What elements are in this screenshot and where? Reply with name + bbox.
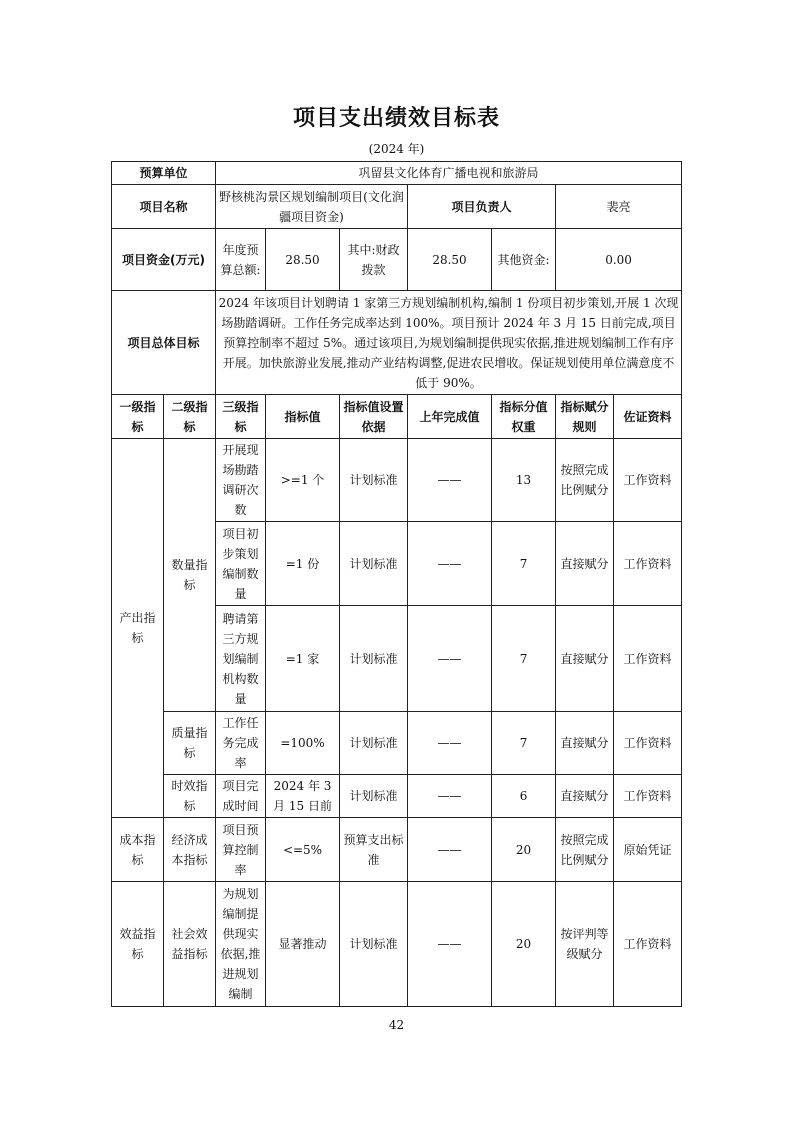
project-name-label: 项目名称	[112, 185, 216, 229]
project-name-value: 野核桃沟景区规划编制项目(文化润疆项目资金)	[216, 185, 408, 229]
indicator-value: =100%	[266, 712, 340, 775]
table-row	[112, 882, 682, 1007]
level2-quantity-cell: 数量指标	[164, 439, 216, 712]
column-header-row	[112, 395, 682, 439]
fiscal-allocation-label: 其中:财政拨款	[340, 229, 408, 291]
level3-indicator: 项目预算控制率	[216, 818, 266, 882]
previous-value: ——	[408, 606, 492, 712]
overall-goal-text: 2024 年该项目计划聘请 1 家第三方规划编制机构,编制 1 份项目初步策划,开展 1 次现场勘踏调研。工作任务完成率达到 100%。项目预计 2024 年 3 月 15 日前完成,项目预算控制率不超过 5%。通过该项目,为规划编制提供现实依据,推进规划编制工作有序开展。加快旅游业发展,推动产业结构调整,促进农民增收。保证规划使用单位满意度不低于 90%。	[216, 291, 682, 395]
evidence: 原始凭证	[614, 818, 682, 882]
indicator-weight: 7	[492, 606, 556, 712]
level2-economic-cost-cell: 经济成本指标	[164, 818, 216, 882]
page-number: 42	[388, 1018, 405, 1032]
scoring-rule: 按照完成比例赋分	[556, 439, 614, 522]
level2-social-benefit-cell: 社会效益指标	[164, 882, 216, 1007]
indicator-value: =1 份	[266, 522, 340, 606]
year-label: (2024 年)	[368, 142, 425, 156]
column-header: 指标值设置依据	[340, 395, 408, 439]
column-header: 上年完成值	[408, 395, 492, 439]
level2-timeliness-cell: 时效指标	[164, 775, 216, 818]
level3-indicator: 为规划编制提供现实依据,推进规划编制	[216, 882, 266, 1007]
indicator-value: =1 家	[266, 606, 340, 712]
indicator-basis: 计划标准	[340, 606, 408, 712]
indicator-value: 2024 年 3 月 15 日前	[266, 775, 340, 818]
previous-value: ——	[408, 818, 492, 882]
budget-unit-value: 巩留县文化体育广播电视和旅游局	[216, 162, 682, 185]
indicator-weight: 7	[492, 522, 556, 606]
previous-value: ——	[408, 439, 492, 522]
previous-value: ——	[408, 882, 492, 1007]
indicator-basis: 预算支出标准	[340, 818, 408, 882]
level3-indicator: 项目初步策划编制数量	[216, 522, 266, 606]
budget-unit-label: 预算单位	[112, 162, 216, 185]
fiscal-allocation-value: 28.50	[408, 229, 492, 291]
level3-indicator: 开展现场勘踏调研次数	[216, 439, 266, 522]
indicator-value: 显著推动	[266, 882, 340, 1007]
overall-goal-label: 项目总体目标	[112, 291, 216, 395]
column-header: 指标分值权重	[492, 395, 556, 439]
indicator-weight: 7	[492, 712, 556, 775]
project-name-row	[112, 185, 682, 229]
evidence: 工作资料	[614, 606, 682, 712]
level1-output-cell: 产出指标	[112, 439, 164, 818]
indicator-weight: 20	[492, 882, 556, 1007]
indicator-basis: 计划标准	[340, 439, 408, 522]
page-title: 项目支出绩效目标表	[292, 106, 500, 131]
level3-indicator: 工作任务完成率	[216, 712, 266, 775]
project-funds-label: 项目资金(万元)	[112, 229, 216, 291]
other-funds-label: 其他资金:	[492, 229, 556, 291]
indicator-weight: 20	[492, 818, 556, 882]
indicator-basis: 计划标准	[340, 712, 408, 775]
project-funds-row	[112, 229, 682, 291]
indicator-weight: 13	[492, 439, 556, 522]
table-row	[112, 775, 682, 818]
evidence: 工作资料	[614, 522, 682, 606]
performance-table	[111, 161, 682, 1007]
level3-indicator: 项目完成时间	[216, 775, 266, 818]
scoring-rule: 按评判等级赋分	[556, 882, 614, 1007]
evidence: 工作资料	[614, 439, 682, 522]
annual-budget-label: 年度预算总额:	[216, 229, 266, 291]
previous-value: ——	[408, 522, 492, 606]
indicator-value: >=1 个	[266, 439, 340, 522]
overall-goal-row	[112, 291, 682, 395]
column-header: 指标赋分规则	[556, 395, 614, 439]
other-funds-value: 0.00	[556, 229, 682, 291]
level2-quality-cell: 质量指标	[164, 712, 216, 775]
indicator-basis: 计划标准	[340, 775, 408, 818]
table-row	[112, 818, 682, 882]
project-leader-label: 项目负责人	[408, 185, 556, 229]
indicator-basis: 计划标准	[340, 882, 408, 1007]
level3-indicator: 聘请第三方规划编制机构数量	[216, 606, 266, 712]
annual-budget-value: 28.50	[266, 229, 340, 291]
column-header: 指标值	[266, 395, 340, 439]
scoring-rule: 直接赋分	[556, 775, 614, 818]
level1-benefit-cell: 效益指标	[112, 882, 164, 1007]
project-leader-value: 裴亮	[556, 185, 682, 229]
previous-value: ——	[408, 712, 492, 775]
column-header: 二级指标	[164, 395, 216, 439]
scoring-rule: 直接赋分	[556, 522, 614, 606]
evidence: 工作资料	[614, 775, 682, 818]
column-header: 佐证资料	[614, 395, 682, 439]
table-row	[112, 712, 682, 775]
scoring-rule: 直接赋分	[556, 712, 614, 775]
column-header: 三级指标	[216, 395, 266, 439]
evidence: 工作资料	[614, 712, 682, 775]
scoring-rule: 直接赋分	[556, 606, 614, 712]
evidence: 工作资料	[614, 882, 682, 1007]
budget-unit-row	[112, 162, 682, 185]
level1-cost-cell: 成本指标	[112, 818, 164, 882]
indicator-basis: 计划标准	[340, 522, 408, 606]
scoring-rule: 按照完成比例赋分	[556, 818, 614, 882]
indicator-value: <=5%	[266, 818, 340, 882]
previous-value: ——	[408, 775, 492, 818]
table-row	[112, 439, 682, 522]
indicator-weight: 6	[492, 775, 556, 818]
column-header: 一级指标	[112, 395, 164, 439]
